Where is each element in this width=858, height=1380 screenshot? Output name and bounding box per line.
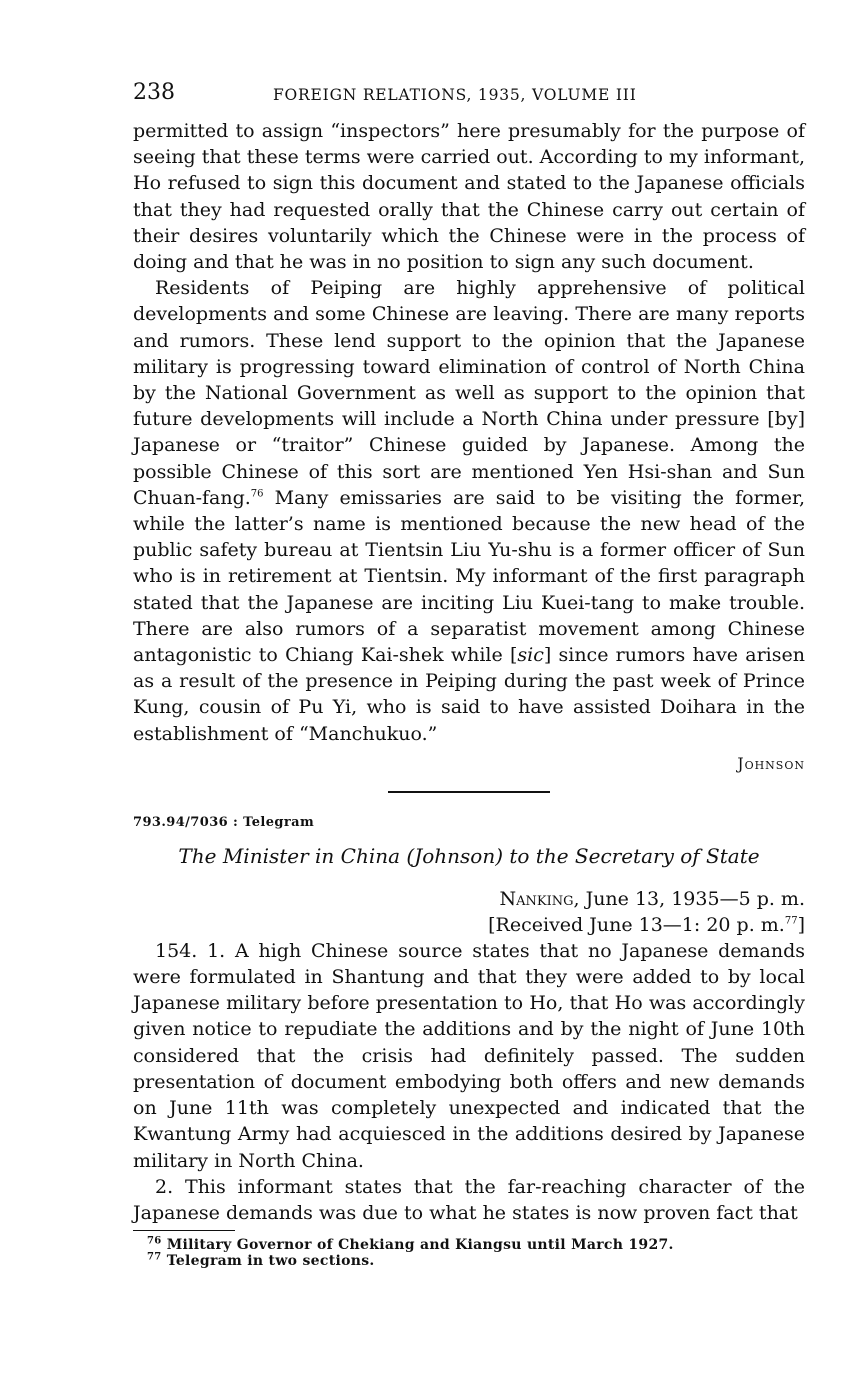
received-close: ] bbox=[797, 913, 805, 936]
continuation-paragraph: permitted to assign “inspectors” here presumably for the purpose of seeing that these terms were carried out. According to my informant, Ho refused to sign this document and stated to the Japanese officials that they had requested orally that the Chinese carry out certain of their desires voluntarily which the Chinese were in the process of doing and that he was in no position to sign any such document. bbox=[133, 120, 805, 274]
document-title: The Minister in China (Johnson) to the Secretary of State bbox=[178, 843, 760, 868]
page-number: 238 bbox=[133, 80, 175, 105]
dateline bbox=[133, 886, 805, 938]
footnote-number: 77 bbox=[147, 1251, 162, 1263]
footnote-76 bbox=[147, 1237, 805, 1253]
paragraph-text: ] since rumors have arisen as a result of the presence in Peiping during the past week of Prince Kung, cousin of Pu Yi, who is said to have assisted Doihara in the establishment of “Manchukuo.” bbox=[133, 644, 805, 745]
footnote-divider bbox=[133, 1230, 235, 1231]
running-head: FOREIGN RELATIONS, 1935, VOLUME III bbox=[273, 86, 637, 104]
footnote-77 bbox=[147, 1253, 805, 1269]
paragraph-text: Residents of Peiping are highly apprehensive of political developments and some Chinese are leaving. There are many reports and rumors. These lend support to the opinion that the Japanese military is progressing toward elimination of control of North China by the National Government as well as support to the opinion that future developments will include a North China under pressure [by] Japanese or “traitor” Chinese guided by Japanese. Among the possible Chinese of this sort are mentioned Yen Hsi-shan and Sun Chuan-fang. bbox=[133, 277, 805, 509]
sic-note: sic bbox=[517, 644, 544, 667]
signature: Johnson bbox=[737, 754, 805, 773]
received-line bbox=[133, 912, 805, 938]
sent-line bbox=[133, 886, 805, 912]
footnote-text: Telegram in two sections. bbox=[166, 1253, 375, 1270]
document-page bbox=[133, 78, 805, 1269]
place: Nanking bbox=[499, 887, 574, 910]
date-time: , June 13, 1935—5 p. m. bbox=[573, 887, 805, 910]
paragraph-text: Many emissaries are said to be visiting the former, while the latter’s name is mentioned because the new head of the public safety bureau at Tientsin Liu Yu-shu is a former officer of Sun who is in retirement at Tientsin. My informant of the first paragraph stated that the Japanese are inciting Liu Kuei-tang to make trouble. There are also rumors of a separatist movement among Chinese antagonistic to Chiang Kai-shek while [ bbox=[133, 486, 805, 667]
footnote-text: Military Governor of Chekiang and Kiangsu until March 1927. bbox=[166, 1237, 674, 1254]
footnotes bbox=[147, 1237, 805, 1269]
footnote-number: 76 bbox=[147, 1235, 162, 1247]
telegram-paragraph-1: 154. 1. A high Chinese source states that no Japanese demands were formulated in Shantung and that they were added to by local Japanese military before presentation to Ho, that Ho was accordingly given notice to repudiate the additions and by the night of June 10th considered that the crisis had definitely passed. The sudden presentation of document embodying both offers and new demands on June 11th was completely unexpected and indicated that the Kwantung Army had acquiesced in the additions desired by Japanese military in North China. bbox=[133, 939, 805, 1172]
footnote-ref-77[interactable]: 77 bbox=[784, 915, 798, 927]
residents-paragraph bbox=[133, 275, 805, 747]
page-header bbox=[133, 78, 805, 118]
received-text: [Received June 13—1: 20 p. m. bbox=[488, 913, 785, 936]
telegram-paragraph-2: 2. This informant states that the far-reaching character of the Japanese demands was due to what he states is now proven fact that bbox=[133, 1175, 805, 1224]
footnote-ref-76[interactable]: 76 bbox=[250, 488, 264, 500]
section-divider bbox=[388, 791, 550, 793]
file-reference: 793.94/7036 : Telegram bbox=[133, 814, 315, 830]
